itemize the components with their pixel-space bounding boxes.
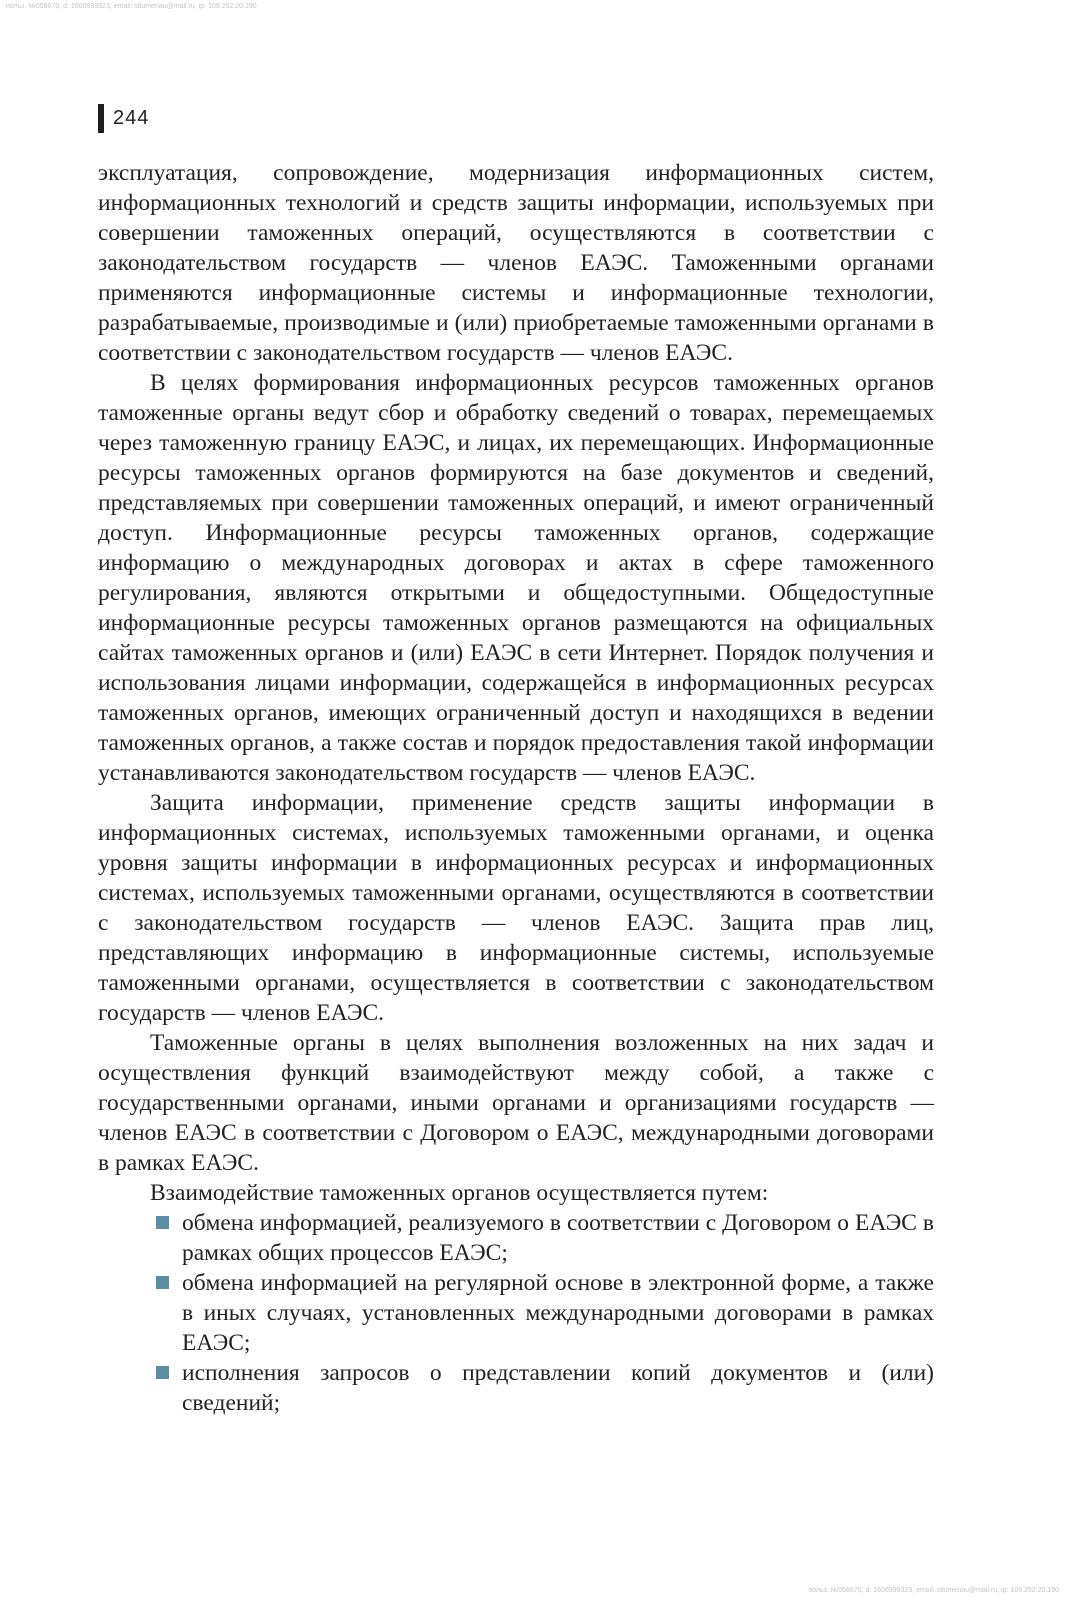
- list-item: [98, 1358, 934, 1418]
- list-item-text: обмена информацией на регулярной основе в электронной форме, а также в иных случаях, установленных международными договорами в рамках ЕАЭС;: [182, 1270, 934, 1356]
- watermark-top: польз. №056670, d: 1606999323, email: stlumenau@mail.ru, ip: 109.252.20.190: [6, 3, 257, 10]
- bullet-list: [98, 1208, 934, 1418]
- paragraph-2: В целях формирования информационных ресурсов таможенных органов таможенные органы ведут сбор и обработку сведений о товарах, перемещаемых через таможенную границу ЕАЭС, и лицах, их перемещающих. Информационные ресурсы таможенных органов формируются на базе документов и сведений, представляемых при совершении таможенных операций, и имеют ограниченный доступ. Информационные ресурсы таможенных органов, содержащие информацию о международных договорах и актах в сфере таможенного регулирования, являются открытыми и общедоступными. Общедоступные информационные ресурсы таможенных органов размещаются на официальных сайтах таможенных органов и (или) ЕАЭС в сети Интернет. Порядок получения и использования лицами информации, содержащейся в информационных ресурсах таможенных органов, имеющих ограниченный доступ и находящихся в ведении таможенных органов, а также состав и порядок предоставления такой информации устанавливаются законодательством государств — членов ЕАЭС.: [98, 370, 934, 786]
- body-text: [98, 158, 934, 1418]
- list-item: [98, 1208, 934, 1268]
- page-marker-bar: [98, 104, 104, 133]
- paragraph-3: Защита информации, применение средств защиты информации в информационных системах, используемых таможенными органами, и оценка уровня защиты информации в информационных ресурсах и информационных системах, используемых таможенными органами, осуществляются в соответствии с законодательством государств — членов ЕАЭС. Защита прав лиц, представляющих информацию в информационные системы, используемые таможенными органами, осуществляется в соответствии с законодательством государств — членов ЕАЭС.: [98, 790, 934, 1026]
- list-item-text: обмена информацией, реализуемого в соответствии с Договором о ЕАЭС в рамках общих процессов ЕАЭС;: [182, 1210, 934, 1266]
- list-item: [98, 1268, 934, 1358]
- page-header: [98, 104, 149, 133]
- page-number: 244: [113, 107, 150, 129]
- list-item-text: исполнения запросов о представлении копий документов и (или) сведений;: [182, 1360, 934, 1416]
- paragraph-1: эксплуатация, сопровождение, модернизация информационных систем, информационных технологий и средств защиты информации, используемых при совершении таможенных операций, осуществляются в соответствии с законодательством государств — членов ЕАЭС. Таможенными органами применяются информационные системы и информационные технологии, разрабатываемые, производимые и (или) приобретаемые таможенными органами в соответствии с законодательством государств — членов ЕАЭС.: [98, 160, 934, 366]
- paragraph-4: Таможенные органы в целях выполнения возложенных на них задач и осуществления функций взаимодействуют между собой, а также с государственными органами, иными органами и организациями государств — членов ЕАЭС в соответствии с Договором о ЕАЭС, международными договорами в рамках ЕАЭС.: [98, 1030, 934, 1176]
- list-intro: Взаимодействие таможенных органов осуществляется путем:: [150, 1180, 769, 1206]
- square-bullet-icon: [156, 1216, 169, 1229]
- square-bullet-icon: [156, 1366, 169, 1379]
- square-bullet-icon: [156, 1276, 169, 1289]
- watermark-bottom: польз. №056670, d: 1606999323, email: stlumenau@mail.ru, ip: 109.252.20.190: [808, 1587, 1059, 1594]
